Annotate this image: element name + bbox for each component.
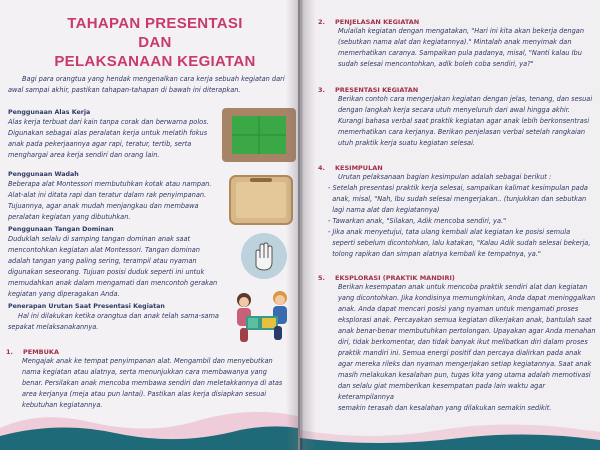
step-heading: PEMBUKA [23, 348, 59, 356]
step-heading: EKSPLORASI (PRAKTIK MANDIRI) [335, 274, 455, 282]
wooden-tray-image [228, 172, 294, 228]
title-line-1: TAHAPAN PRESENTASI DAN [67, 15, 243, 51]
wave-decoration-right [300, 380, 600, 450]
intro-text: Bagi para orangtua yang hendak mengenalkan cara kerja sebuah kegiatan dari awal sampai akhir, pastikan tahapan-tahapan di bawah ini diterapkan. [8, 75, 285, 94]
step-presentasi: 3. PRESENTASI KEGIATAN Berikan contoh cara mengerjakan kegiatan dengan jelas, tenang, dan sesuai dengan langkah kerja secara utuh menyeluruh dari awal hingga akhir. Kurangi bahasa verbal saat praktik kegiatan agar anak lebih berkonsentrasi memerhatikan cara kerjanya. Berikan penjelasan verbal setelah rangkaian utuh praktik kerja suatu kegiatan selesai. [318, 86, 593, 147]
section-heading: Penggunaan Alas Kerja [8, 109, 91, 116]
step-heading: PRESENTASI KEGIATAN [335, 86, 419, 94]
section-heading: Penggunaan Wadah [8, 171, 79, 178]
section-heading: Penerapan Urutan Saat Presentasi Kegiatan [8, 303, 165, 310]
children-illustration [228, 286, 296, 348]
right-page [300, 0, 600, 450]
section-urutan: Penerapan Urutan Saat Presentasi Kegiatan Hal ini dilakukan ketika orangtua dan anak telah sama-sama sepakat melaksanakannya. [8, 302, 223, 333]
left-page [0, 0, 298, 450]
step-pembuka: 1. PEMBUKA Mengajak anak ke tempat penyimpanan alat. Mengambil dan menyebutkan nama kegiatan atau alatnya, serta menunjukkan cara membawanya yang benar. Persilakan anak mencoba membawa sendiri dan meletakkannya di atas area kerjanya (meja atau pun lantai). Pastikan alas kerja disiapkan sesuai kebutuhan kegiatannya. [6, 348, 283, 409]
step-penjelasan: 2. PENJELASAN KEGIATAN Mulailah kegiatan dengan mengatakan, "Hari ini kita akan bekerja dengan (sebutkan nama alat dan kegiatannya)." Mintalah anak menyimak dan memerhatikan caranya. Sampaikan pula padanya, misal, "Nanti kalau Ibu sudah selesai mencontohkan, adik boleh coba sendiri, ya?" [318, 18, 584, 68]
section-alas-kerja: Penggunaan Alas Kerja Alas kerja terbuat dari kain tanpa corak dan berwarna polos. Digunakan sebagai alas peralatan kerja untuk melatih fokus anak pada pekerjaannya agar rapi, teratur, tertib, serta menghargai area kerja sendiri dan orang lain. [8, 108, 223, 161]
step-eksplorasi: 5. EKSPLORASI (PRAKTIK MANDIRI) Berikan kesempatan anak untuk mencoba praktik sendiri alat dan kegiatan yang dicontohkan. Jika kondisinya memungkinkan, Anda dapat meninggalkan anak. Anda dapat mencari posisi yang nyaman untuk mengamati proses eksplorasi anak. Percayakan semua kegiatan dikerjakan anak, bantulah saat anak benar-benar membutuhkan pertolongan. Upayakan agar Anda menahan diri, tidak berkomentar, dan tidak banyak ikut melibatkan diri dalam proses praktik mandiri ini. Semua energi positif dan percaya dialirkan pada anak agar mereka rileks dan nyaman mengerjakan setiap kegiatannya. Saat anak masih melakukan kesalahan pun, tugas kita yang utama adalah memotivasi dan selalu giat memberikan kesempatan pada lain waktu agar keterampilannya semakin terasah dan kesalahan yang dilakukan semakin sedikit. [318, 274, 596, 412]
green-work-mat-image [222, 108, 296, 162]
step-heading: PENJELASAN KEGIATAN [335, 18, 420, 26]
step-heading: KESIMPULAN [335, 164, 383, 172]
section-wadah: Penggunaan Wadah Beberapa alat Montessori membutuhkan kotak atau nampan. Alat-alat ini ditata rapi dan teratur dalam rak penyimpanan. Tujuannya, agar anak mudah menjangkau dan membawa peralatan kegiatan yang dibutuhkan. [8, 170, 223, 223]
section-heading: Penggunaan Tangan Dominan [8, 226, 114, 233]
title-line-2: PELAKSANAAN KEGIATAN [54, 53, 256, 70]
step-kesimpulan: 4. KESIMPULAN Urutan pelaksanaan bagian kesimpulan adalah sebagai berikut : - Setelah presentasi praktik kerja selesai, sampaikan kalimat kesimpulan pada anak, misal, "Nah, Ibu sudah selesai mengerjakan.. (tunjukkan dan sebutkan lagi nama alat dan kegiatannya) - Tawarkan anak, "Silakan, Adik mencoba sendiri, ya." - Jika anak menyetujui, tata ulang kembali alat kegiatan ke posisi semula seperti sebelum dicontohkan, lalu katakan, "Kalau Adik sudah selesai bekerja, tolong rapikan dan simpan alatnya kembali ke tempatnya, ya." [318, 164, 591, 258]
wave-decoration-left [0, 380, 298, 450]
hand-icon [240, 232, 288, 280]
page-title [50, 14, 260, 71]
section-tangan-dominan: Penggunaan Tangan Dominan Duduklah selalu di samping tangan dominan anak saat mencontohkan kegiatan alat Montessori. Tangan dominan adalah tangan yang paling sering, terampil atau nyaman digunakan seseorang. Tujuan posisi duduk seperti ini untuk memudahkan anak dalam mengamati dan mencontoh gerakan kegiatan yang diperagakan Anda. [8, 225, 223, 300]
